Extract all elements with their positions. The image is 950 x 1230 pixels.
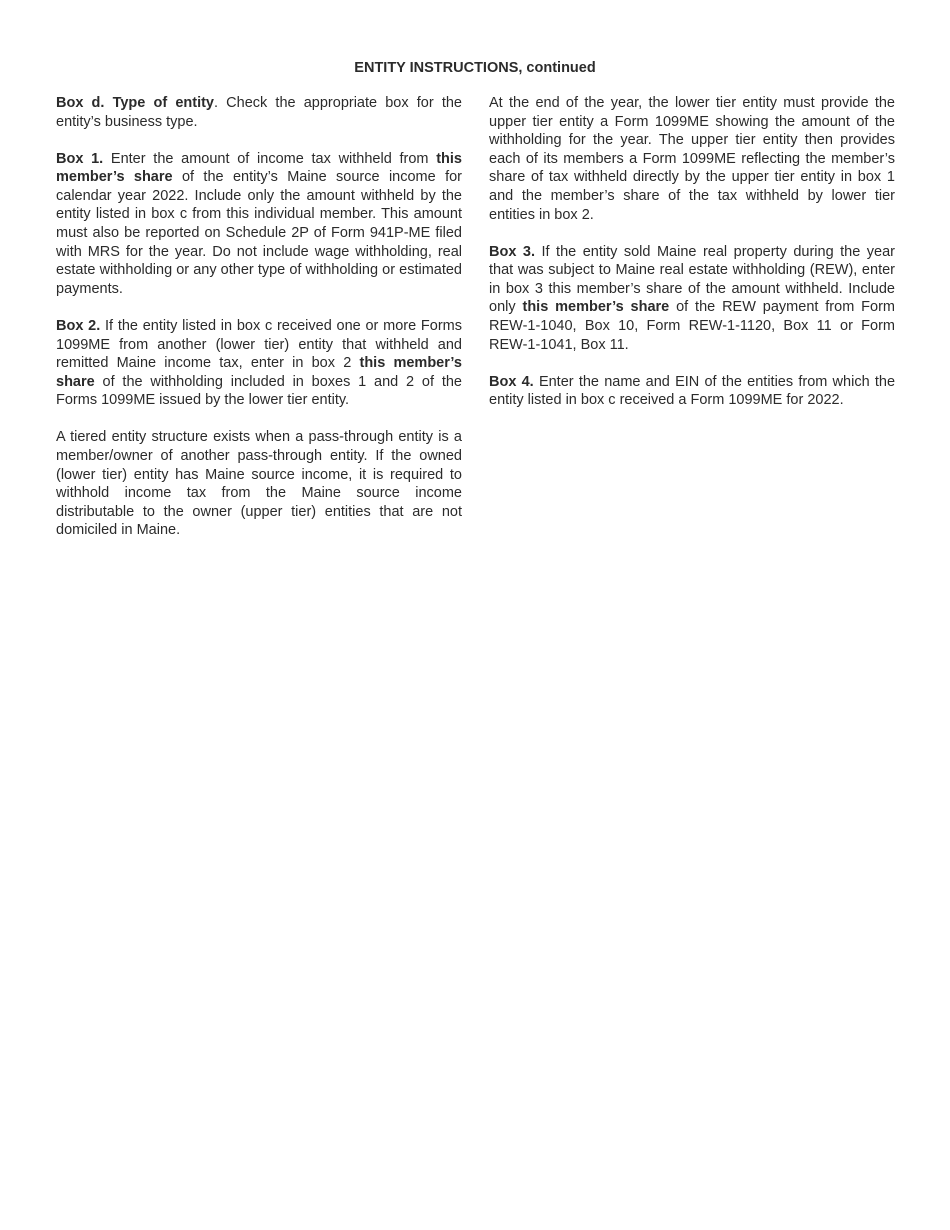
box-2-text-before: If the entity listed in box c received one or more Forms 1099ME from another (lower tier) entity that withheld and remitted Maine income tax, enter in box 2 xyxy=(56,317,463,372)
year-end-paragraph: At the end of the year, the lower tier entity must provide the upper tier entity a Form 1099ME showing the amount of the withholding for the year. The upper tier entity then provides each of its members a Form 1099ME reflecting the member’s share of tax withheld directly by the upper tier entity in box 1 and the member’s share of the tax withheld by lower tier entities in box 2. xyxy=(489,95,895,223)
box-2-instructions xyxy=(56,317,462,410)
box-3-instructions xyxy=(489,243,895,355)
box-1-label: Box 1. xyxy=(56,150,104,167)
box-2-emphasis: this member’s share xyxy=(56,355,462,390)
box-2-label: Box 2. xyxy=(56,317,101,334)
box-3-emphasis: this member’s share xyxy=(522,299,670,316)
box-4-instructions xyxy=(489,373,895,410)
box-d-instructions xyxy=(56,94,462,131)
box-3-text-after: of the REW payment from Form REW-1-1040, Box 10, Form REW-1-1120, Box 11 or Form REW-1-1041, Box 11. xyxy=(489,299,895,353)
box-1-emphasis: this member’s share xyxy=(56,150,462,186)
left-column xyxy=(56,94,462,558)
tiered-entity-paragraph: A tiered entity structure exists when a pass-through entity is a member/owner of another pass-through entity. If the owned (lower tier) entity has Maine source income, it is required to withhold income tax from the Maine source income distributable to the owner (upper tier) entities that are not domiciled in Maine. xyxy=(56,429,462,539)
box-1-text-before: Enter the amount of income tax withheld from xyxy=(103,150,437,167)
box-4-text: Enter the name and EIN of the entities from which the entity listed in box c received a Form 1099ME for 2022. xyxy=(489,373,896,409)
box-1-text-after: of the entity’s Maine source income for calendar year 2022. Include only the amount withheld by the entity listed in box c from this individual member. This amount must also be reported on Schedule 2P of Form 941P-ME filed with MRS for the year. Do not include wage withholding, real estate withholding or any other type of withholding or estimated payments. xyxy=(56,169,462,297)
right-column xyxy=(489,94,895,428)
box-4-label: Box 4. xyxy=(489,373,534,390)
box-3-label: Box 3. xyxy=(489,243,535,260)
box-d-text: . Check the appropriate box for the entity’s business type. xyxy=(56,95,462,130)
page-title: ENTITY INSTRUCTIONS, continued xyxy=(354,60,596,76)
box-1-instructions xyxy=(56,150,462,299)
box-3-text-before: If the entity sold Maine real property during the year that was subject to Maine real estate withholding (REW), enter in box 3 this member’s share of the amount withheld. Include only xyxy=(489,243,896,316)
box-2-text-after: of the withholding included in boxes 1 and 2 of the Forms 1099ME issued by the lower tier entity. xyxy=(56,373,462,409)
box-d-label: Box d. Type of entity xyxy=(56,95,214,111)
